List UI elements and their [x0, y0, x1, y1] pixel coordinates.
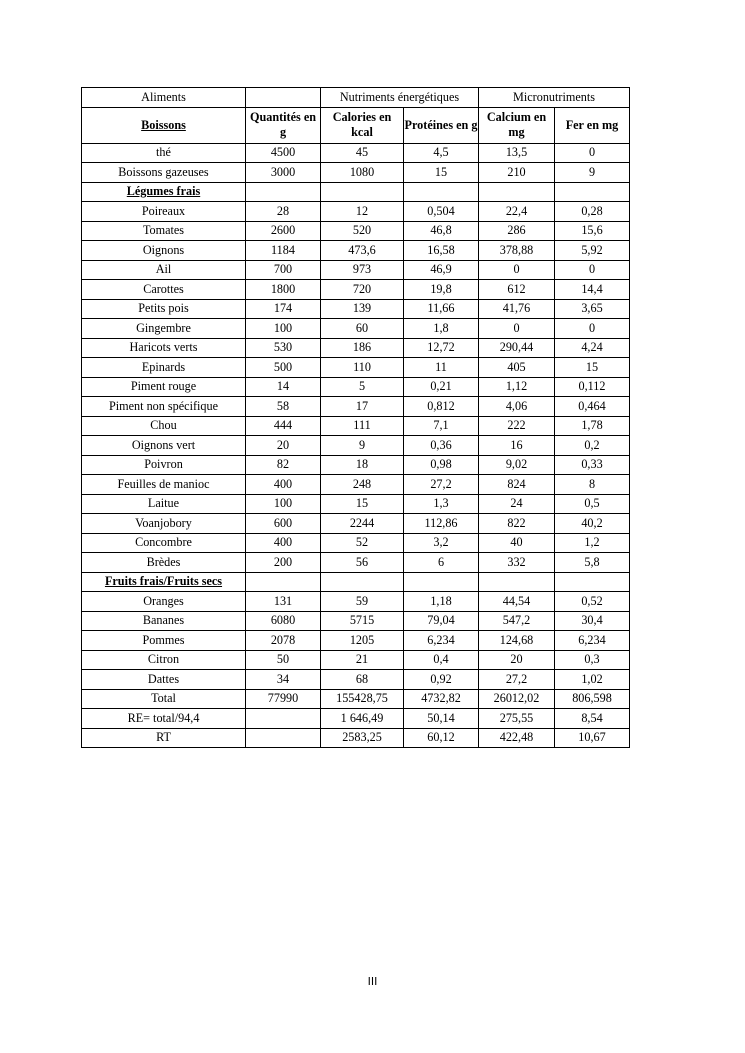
calcium-cell: 16: [479, 436, 555, 456]
protein-cell: 46,8: [404, 221, 479, 241]
protein-cell: 16,58: [404, 241, 479, 261]
protein-cell: 7,1: [404, 416, 479, 436]
quantity-cell: [246, 728, 321, 748]
table-row: [82, 143, 630, 163]
calories-cell: 155428,75: [321, 689, 404, 709]
food-name: Epinards: [82, 358, 246, 378]
iron-cell: 1,2: [555, 533, 630, 553]
table-row: [82, 631, 630, 651]
table-row: [82, 728, 630, 748]
calories-cell: 1205: [321, 631, 404, 651]
quantity-cell: 14: [246, 377, 321, 397]
header-calories: Calories en kcal: [321, 107, 404, 143]
calcium-cell: 0: [479, 319, 555, 339]
table-row: [82, 416, 630, 436]
quantity-cell: 82: [246, 455, 321, 475]
table-row: [82, 163, 630, 183]
protein-cell: 19,8: [404, 280, 479, 300]
calories-cell: 110: [321, 358, 404, 378]
section-row: [82, 572, 630, 592]
empty-cell: [246, 572, 321, 592]
food-name: Boissons gazeuses: [82, 163, 246, 183]
header-row-1: [82, 88, 630, 108]
food-name: Haricots verts: [82, 338, 246, 358]
calcium-cell: 40: [479, 533, 555, 553]
calcium-cell: 26012,02: [479, 689, 555, 709]
header-aliments: Aliments: [82, 88, 246, 108]
protein-cell: 50,14: [404, 709, 479, 729]
protein-cell: 46,9: [404, 260, 479, 280]
quantity-cell: 6080: [246, 611, 321, 631]
iron-cell: 0,112: [555, 377, 630, 397]
calcium-cell: 124,68: [479, 631, 555, 651]
food-name: Piment non spécifique: [82, 397, 246, 417]
protein-cell: 11: [404, 358, 479, 378]
table-row: [82, 436, 630, 456]
calcium-cell: 24: [479, 494, 555, 514]
iron-cell: 9: [555, 163, 630, 183]
quantity-cell: 400: [246, 533, 321, 553]
calories-cell: 973: [321, 260, 404, 280]
table-row: [82, 319, 630, 339]
quantity-cell: 50: [246, 650, 321, 670]
food-name: Citron: [82, 650, 246, 670]
food-name: Dattes: [82, 670, 246, 690]
calcium-cell: 290,44: [479, 338, 555, 358]
quantity-cell: 28: [246, 202, 321, 222]
calcium-cell: 222: [479, 416, 555, 436]
calcium-cell: 4,06: [479, 397, 555, 417]
quantity-cell: 2078: [246, 631, 321, 651]
iron-cell: 8,54: [555, 709, 630, 729]
calcium-cell: 22,4: [479, 202, 555, 222]
empty-cell: [479, 572, 555, 592]
quantity-cell: 1184: [246, 241, 321, 261]
quantity-cell: 4500: [246, 143, 321, 163]
protein-cell: 6: [404, 553, 479, 573]
table-row: [82, 592, 630, 612]
empty-cell: [321, 182, 404, 202]
table-row: [82, 260, 630, 280]
calcium-cell: 44,54: [479, 592, 555, 612]
protein-cell: 4,5: [404, 143, 479, 163]
iron-cell: 5,8: [555, 553, 630, 573]
quantity-cell: 400: [246, 475, 321, 495]
protein-cell: 4732,82: [404, 689, 479, 709]
calcium-cell: 1,12: [479, 377, 555, 397]
quantity-cell: 131: [246, 592, 321, 612]
calories-cell: 17: [321, 397, 404, 417]
page-number: III: [367, 975, 378, 988]
iron-cell: 40,2: [555, 514, 630, 534]
table-row: [82, 241, 630, 261]
iron-cell: 4,24: [555, 338, 630, 358]
table-row: [82, 494, 630, 514]
iron-cell: 0: [555, 319, 630, 339]
calories-cell: 111: [321, 416, 404, 436]
empty-cell: [321, 572, 404, 592]
header-group-micro: Micronutriments: [479, 88, 630, 108]
quantity-cell: [246, 709, 321, 729]
protein-cell: 112,86: [404, 514, 479, 534]
food-name: Tomates: [82, 221, 246, 241]
food-name: Oranges: [82, 592, 246, 612]
calcium-cell: 0: [479, 260, 555, 280]
protein-cell: 11,66: [404, 299, 479, 319]
empty-cell: [555, 182, 630, 202]
calories-cell: 520: [321, 221, 404, 241]
calories-cell: 60: [321, 319, 404, 339]
calcium-cell: 612: [479, 280, 555, 300]
table-row: [82, 358, 630, 378]
calcium-cell: 13,5: [479, 143, 555, 163]
iron-cell: 0,28: [555, 202, 630, 222]
protein-cell: 0,4: [404, 650, 479, 670]
calories-cell: 473,6: [321, 241, 404, 261]
nutrition-table: [81, 87, 630, 748]
header-row-2: [82, 107, 630, 143]
table-row: [82, 397, 630, 417]
protein-cell: 3,2: [404, 533, 479, 553]
protein-cell: 0,504: [404, 202, 479, 222]
iron-cell: 0,52: [555, 592, 630, 612]
food-name: thé: [82, 143, 246, 163]
empty-cell: [479, 182, 555, 202]
food-name: RE= total/94,4: [82, 709, 246, 729]
calories-cell: 12: [321, 202, 404, 222]
header-calcium: Calcium en mg: [479, 107, 555, 143]
food-name: Gingembre: [82, 319, 246, 339]
calories-cell: 68: [321, 670, 404, 690]
calcium-cell: 286: [479, 221, 555, 241]
protein-cell: 0,36: [404, 436, 479, 456]
iron-cell: 0,464: [555, 397, 630, 417]
section-heading: Boissons: [82, 107, 246, 143]
calories-cell: 52: [321, 533, 404, 553]
iron-cell: 15,6: [555, 221, 630, 241]
section-row: [82, 182, 630, 202]
iron-cell: 8: [555, 475, 630, 495]
food-name: Concombre: [82, 533, 246, 553]
calcium-cell: 378,88: [479, 241, 555, 261]
calcium-cell: 9,02: [479, 455, 555, 475]
iron-cell: 15: [555, 358, 630, 378]
calories-cell: 720: [321, 280, 404, 300]
quantity-cell: 600: [246, 514, 321, 534]
calcium-cell: 824: [479, 475, 555, 495]
protein-cell: 27,2: [404, 475, 479, 495]
empty-cell: [404, 572, 479, 592]
iron-cell: 1,02: [555, 670, 630, 690]
empty-cell: [246, 182, 321, 202]
calcium-cell: 41,76: [479, 299, 555, 319]
protein-cell: 1,8: [404, 319, 479, 339]
table-row: [82, 299, 630, 319]
iron-cell: 5,92: [555, 241, 630, 261]
calories-cell: 18: [321, 455, 404, 475]
quantity-cell: 100: [246, 319, 321, 339]
food-name: Oignons: [82, 241, 246, 261]
calcium-cell: 27,2: [479, 670, 555, 690]
table-body: [82, 143, 630, 748]
calories-cell: 45: [321, 143, 404, 163]
table-row: [82, 475, 630, 495]
quantity-cell: 2600: [246, 221, 321, 241]
quantity-cell: 77990: [246, 689, 321, 709]
food-name: Brèdes: [82, 553, 246, 573]
food-name: Carottes: [82, 280, 246, 300]
calories-cell: 59: [321, 592, 404, 612]
food-name: Bananes: [82, 611, 246, 631]
iron-cell: 1,78: [555, 416, 630, 436]
calcium-cell: 822: [479, 514, 555, 534]
empty-cell: [404, 182, 479, 202]
table-row: [82, 553, 630, 573]
table-row: [82, 689, 630, 709]
calories-cell: 5: [321, 377, 404, 397]
protein-cell: 1,3: [404, 494, 479, 514]
quantity-cell: 500: [246, 358, 321, 378]
calcium-cell: 210: [479, 163, 555, 183]
quantity-cell: 530: [246, 338, 321, 358]
iron-cell: 30,4: [555, 611, 630, 631]
table-row: [82, 650, 630, 670]
protein-cell: 0,812: [404, 397, 479, 417]
food-name: RT: [82, 728, 246, 748]
protein-cell: 12,72: [404, 338, 479, 358]
section-heading: Légumes frais: [82, 182, 246, 202]
food-name: Chou: [82, 416, 246, 436]
food-name: Poireaux: [82, 202, 246, 222]
table-row: [82, 221, 630, 241]
protein-cell: 60,12: [404, 728, 479, 748]
protein-cell: 0,21: [404, 377, 479, 397]
table-row: [82, 514, 630, 534]
table-row: [82, 377, 630, 397]
food-name: Oignons vert: [82, 436, 246, 456]
calories-cell: 15: [321, 494, 404, 514]
table-row: [82, 611, 630, 631]
quantity-cell: 1800: [246, 280, 321, 300]
food-name: Feuilles de manioc: [82, 475, 246, 495]
iron-cell: 10,67: [555, 728, 630, 748]
protein-cell: 79,04: [404, 611, 479, 631]
calories-cell: 186: [321, 338, 404, 358]
food-name: Poivron: [82, 455, 246, 475]
quantity-cell: 174: [246, 299, 321, 319]
protein-cell: 0,98: [404, 455, 479, 475]
table-row: [82, 670, 630, 690]
calories-cell: 2244: [321, 514, 404, 534]
quantity-cell: 20: [246, 436, 321, 456]
iron-cell: 0: [555, 260, 630, 280]
food-name: Pommes: [82, 631, 246, 651]
iron-cell: 14,4: [555, 280, 630, 300]
food-name: Laitue: [82, 494, 246, 514]
calories-cell: 2583,25: [321, 728, 404, 748]
table-row: [82, 533, 630, 553]
table-row: [82, 455, 630, 475]
protein-cell: 6,234: [404, 631, 479, 651]
iron-cell: 0,5: [555, 494, 630, 514]
calories-cell: 248: [321, 475, 404, 495]
table-row: [82, 202, 630, 222]
calcium-cell: 405: [479, 358, 555, 378]
iron-cell: 0,2: [555, 436, 630, 456]
calories-cell: 9: [321, 436, 404, 456]
protein-cell: 15: [404, 163, 479, 183]
iron-cell: 0,3: [555, 650, 630, 670]
table-row: [82, 338, 630, 358]
header-group-energetic: Nutriments énergétiques: [321, 88, 479, 108]
quantity-cell: 58: [246, 397, 321, 417]
calories-cell: 56: [321, 553, 404, 573]
empty-cell: [555, 572, 630, 592]
calories-cell: 139: [321, 299, 404, 319]
protein-cell: 0,92: [404, 670, 479, 690]
food-name: Piment rouge: [82, 377, 246, 397]
quantity-cell: 3000: [246, 163, 321, 183]
quantity-cell: 200: [246, 553, 321, 573]
food-name: Voanjobory: [82, 514, 246, 534]
quantity-cell: 100: [246, 494, 321, 514]
calories-cell: 1 646,49: [321, 709, 404, 729]
calories-cell: 5715: [321, 611, 404, 631]
calories-cell: 21: [321, 650, 404, 670]
header-fer: Fer en mg: [555, 107, 630, 143]
table-row: [82, 709, 630, 729]
header-empty: [246, 88, 321, 108]
calcium-cell: 20: [479, 650, 555, 670]
calcium-cell: 422,48: [479, 728, 555, 748]
quantity-cell: 34: [246, 670, 321, 690]
iron-cell: 806,598: [555, 689, 630, 709]
calcium-cell: 332: [479, 553, 555, 573]
calories-cell: 1080: [321, 163, 404, 183]
header-proteines: Protéines en g: [404, 107, 479, 143]
iron-cell: 0,33: [555, 455, 630, 475]
food-name: Total: [82, 689, 246, 709]
food-name: Ail: [82, 260, 246, 280]
protein-cell: 1,18: [404, 592, 479, 612]
calcium-cell: 547,2: [479, 611, 555, 631]
iron-cell: 3,65: [555, 299, 630, 319]
quantity-cell: 700: [246, 260, 321, 280]
table-row: [82, 280, 630, 300]
food-name: Petits pois: [82, 299, 246, 319]
iron-cell: 0: [555, 143, 630, 163]
iron-cell: 6,234: [555, 631, 630, 651]
header-quantite: Quantités en g: [246, 107, 321, 143]
quantity-cell: 444: [246, 416, 321, 436]
calcium-cell: 275,55: [479, 709, 555, 729]
section-heading: Fruits frais/Fruits secs: [82, 572, 246, 592]
